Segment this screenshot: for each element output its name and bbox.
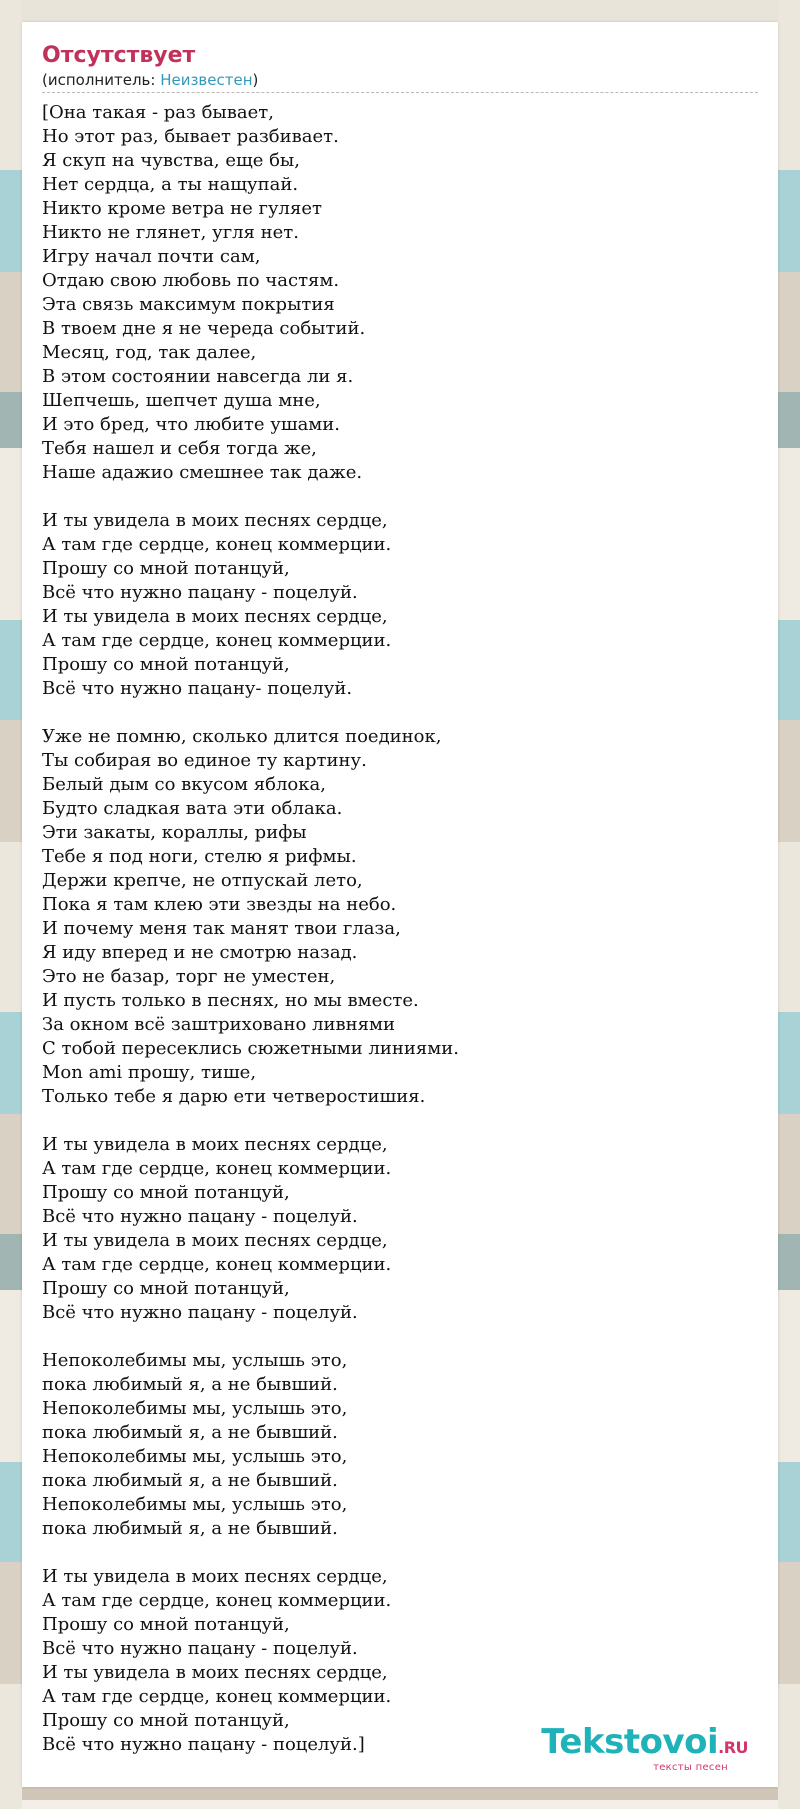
lyric-line: Непоколебимы мы, услышь это, bbox=[42, 1398, 348, 1419]
lyric-line: Тебе я под ноги, стелю я рифмы. bbox=[42, 846, 357, 867]
lyric-line bbox=[42, 1541, 758, 1565]
lyric-line: Только тебе я дарю ети четверостишия. bbox=[42, 1086, 426, 1107]
lyric-line: И пусть только в песнях, но мы вместе. bbox=[42, 990, 419, 1011]
lyric-line: Никто кроме ветра не гуляет bbox=[42, 198, 322, 219]
lyric-line: Прошу со мной потанцуй, bbox=[42, 1614, 290, 1635]
site-logo[interactable] bbox=[541, 1724, 748, 1773]
lyric-line: Непоколебимы мы, услышь это, bbox=[42, 1350, 348, 1371]
lyric-line: Непоколебимы мы, услышь это, bbox=[42, 1494, 348, 1515]
lyric-line: Прошу со мной потанцуй, bbox=[42, 1710, 290, 1731]
lyric-line: И ты увидела в моих песнях сердце, bbox=[42, 1662, 388, 1683]
lyric-line: Всё что нужно пацану - поцелуй. bbox=[42, 1638, 358, 1659]
artist-link[interactable]: Неизвестен bbox=[160, 71, 253, 89]
lyric-line: Я иду вперед и не смотрю назад. bbox=[42, 942, 358, 963]
lyric-line: Но этот раз, бывает разбивает. bbox=[42, 126, 339, 147]
lyric-line: Всё что нужно пацану- поцелуй. bbox=[42, 678, 353, 699]
lyrics-card bbox=[22, 22, 778, 1787]
lyric-line bbox=[42, 1109, 758, 1133]
lyric-line: Mon ami прошу, тише, bbox=[42, 1062, 257, 1083]
artist-prefix: (исполнитель: bbox=[42, 71, 161, 89]
lyric-line: пока любимый я, а не бывший. bbox=[42, 1374, 338, 1395]
lyric-line: Прошу со мной потанцуй, bbox=[42, 654, 290, 675]
lyric-line: Ты собирая во единое ту картину. bbox=[42, 750, 367, 771]
lyric-line: И ты увидела в моих песнях сердце, bbox=[42, 1134, 388, 1155]
logo-wordmark: Tekstovoi bbox=[541, 1722, 719, 1762]
lyric-line: Белый дым со вкусом яблока, bbox=[42, 774, 326, 795]
lyric-line: Всё что нужно пацану - поцелуй. bbox=[42, 1206, 358, 1227]
lyric-line: Шепчешь, шепчет душа мне, bbox=[42, 390, 321, 411]
lyric-line: пока любимый я, а не бывший. bbox=[42, 1422, 338, 1443]
background-stripes-right bbox=[778, 0, 800, 1809]
lyric-line: Уже не помню, сколько длится поединок, bbox=[42, 726, 442, 747]
lyric-line: Всё что нужно пацану - поцелуй.] bbox=[42, 1734, 365, 1755]
lyric-line: Это не базар, торг не уместен, bbox=[42, 966, 336, 987]
lyric-line: Всё что нужно пацану - поцелуй. bbox=[42, 1302, 358, 1323]
lyric-line: А там где сердце, конец коммерции. bbox=[42, 1254, 392, 1275]
lyric-line: Игру начал почти сам, bbox=[42, 246, 261, 267]
lyric-line bbox=[42, 701, 758, 725]
lyric-line: Отдаю свою любовь по частям. bbox=[42, 270, 340, 291]
lyric-line: И ты увидела в моих песнях сердце, bbox=[42, 606, 388, 627]
lyric-line: Держи крепче, не отпускай лето, bbox=[42, 870, 363, 891]
lyrics-text bbox=[42, 101, 758, 1757]
lyric-line: Прошу со мной потанцуй, bbox=[42, 558, 290, 579]
lyric-line: Прошу со мной потанцуй, bbox=[42, 1278, 290, 1299]
artist-line bbox=[42, 70, 758, 93]
background-stripes-left bbox=[0, 0, 22, 1809]
lyric-line: Никто не глянет, угля нет. bbox=[42, 222, 299, 243]
lyric-line: В этом состоянии навсегда ли я. bbox=[42, 366, 354, 387]
lyric-line: Всё что нужно пацану - поцелуй. bbox=[42, 582, 358, 603]
lyric-line: А там где сердце, конец коммерции. bbox=[42, 630, 392, 651]
lyric-line: И ты увидела в моих песнях сердце, bbox=[42, 1566, 388, 1587]
lyric-line: Я скуп на чувства, еще бы, bbox=[42, 150, 300, 171]
song-title: Отсутствует bbox=[42, 43, 196, 68]
logo-subtitle: тексты песен bbox=[653, 1762, 728, 1773]
lyric-line: Пока я там клею эти звезды на небо. bbox=[42, 894, 397, 915]
lyric-line: А там где сердце, конец коммерции. bbox=[42, 1590, 392, 1611]
lyric-line: А там где сердце, конец коммерции. bbox=[42, 534, 392, 555]
lyric-line: За окном всё заштриховано ливнями bbox=[42, 1014, 395, 1035]
lyric-line: С тобой пересеклись сюжетными линиями. bbox=[42, 1038, 459, 1059]
lyric-line: И ты увидела в моих песнях сердце, bbox=[42, 1230, 388, 1251]
lyric-line: В твоем дне я не череда событий. bbox=[42, 318, 366, 339]
lyric-line: [Она такая - раз бывает, bbox=[42, 102, 274, 123]
lyric-line: И почему меня так манят твои глаза, bbox=[42, 918, 401, 939]
lyric-line: Эта связь максимум покрытия bbox=[42, 294, 335, 315]
lyric-line: Будто сладкая вата эти облака. bbox=[42, 798, 343, 819]
lyric-line: Прошу со мной потанцуй, bbox=[42, 1182, 290, 1203]
lyric-line bbox=[42, 485, 758, 509]
lyric-line: Эти закаты, кораллы, рифы bbox=[42, 822, 307, 843]
lyric-line: И ты увидела в моих песнях сердце, bbox=[42, 510, 388, 531]
lyric-line: пока любимый я, а не бывший. bbox=[42, 1470, 338, 1491]
lyric-line: Непоколебимы мы, услышь это, bbox=[42, 1446, 348, 1467]
lyric-line: И это бред, что любите ушами. bbox=[42, 414, 341, 435]
artist-suffix: ) bbox=[252, 71, 259, 89]
lyric-line: Наше адажио смешнее так даже. bbox=[42, 462, 363, 483]
lyric-line: А там где сердце, конец коммерции. bbox=[42, 1686, 392, 1707]
lyric-line bbox=[42, 1325, 758, 1349]
lyric-line: пока любимый я, а не бывший. bbox=[42, 1518, 338, 1539]
lyric-line: Месяц, год, так далее, bbox=[42, 342, 257, 363]
logo-tld: .RU bbox=[718, 1738, 748, 1757]
lyric-line: А там где сердце, конец коммерции. bbox=[42, 1158, 392, 1179]
lyric-line: Тебя нашел и себя тогда же, bbox=[42, 438, 317, 459]
lyric-line: Нет сердца, а ты нащупай. bbox=[42, 174, 299, 195]
